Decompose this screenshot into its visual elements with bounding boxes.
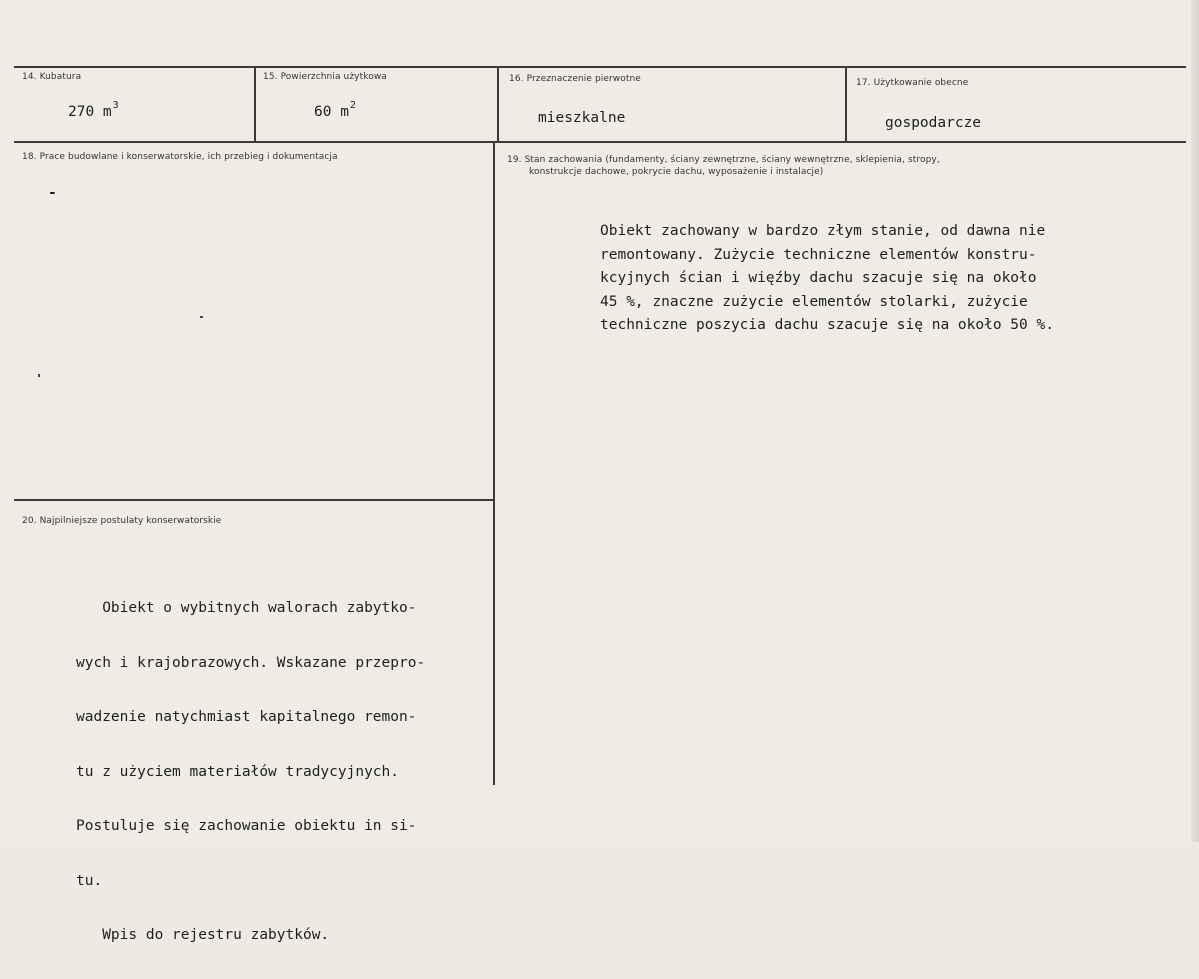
field-19-text bbox=[600, 220, 1054, 338]
field-20-text bbox=[76, 565, 425, 979]
field-20-line: Postuluje się zachowanie obiektu in si- bbox=[76, 818, 417, 834]
field-17-value: gospodarcze bbox=[885, 115, 982, 131]
field-19-line: kcyjnych ścian i więźby dachu szacuje się na około bbox=[600, 270, 1037, 286]
divider-15-16 bbox=[497, 67, 499, 142]
ink-speck bbox=[200, 316, 203, 318]
field-20-line: tu. bbox=[76, 872, 103, 889]
field-14-label: 14. Kubatura bbox=[22, 72, 82, 82]
field-14-number: 270 m bbox=[68, 104, 112, 120]
divider-16-17 bbox=[845, 67, 847, 142]
field-14-exponent: 3 bbox=[112, 100, 119, 111]
field-16-value: mieszkalne bbox=[538, 110, 626, 126]
field-19-label-line2: konstrukcje dachowe, pokrycie dachu, wyposażenie i instalacje) bbox=[529, 167, 824, 177]
field-15-value bbox=[314, 100, 356, 120]
field-15-label: 15. Powierzchnia użytkowa bbox=[263, 72, 387, 82]
field-20-line: Obiekt o wybitnych walorach zabytko- bbox=[76, 600, 417, 616]
field-20-line: wadzenie natychmiast kapitalnego remon- bbox=[76, 709, 417, 725]
field-18-label: 18. Prace budowlane i konserwatorskie, ich przebieg i dokumentacja bbox=[22, 152, 338, 162]
field-19-line: remontowany. Zużycie techniczne elementów konstru- bbox=[600, 246, 1037, 263]
divider-14-15 bbox=[254, 67, 256, 142]
field-20-line: Wpis do rejestru zabytków. bbox=[76, 927, 330, 943]
ink-speck bbox=[38, 374, 40, 377]
field-20-line: wych i krajobrazowych. Wskazane przepro- bbox=[76, 654, 426, 671]
row1-bottom-rule bbox=[14, 141, 1186, 143]
field-19-line: techniczne poszycia dachu szacuje się na około 50 %. bbox=[600, 317, 1054, 333]
main-vertical-divider bbox=[493, 142, 495, 785]
field-19-line: Obiekt zachowany w bardzo złym stanie, od dawna nie bbox=[600, 223, 1046, 239]
top-rule bbox=[14, 66, 1186, 68]
field-17-label: 17. Użytkowanie obecne bbox=[856, 78, 969, 88]
field-15-number: 60 m bbox=[314, 104, 349, 120]
field-15-exponent: 2 bbox=[349, 100, 356, 111]
field-16-label: 16. Przeznaczenie pierwotne bbox=[509, 74, 641, 84]
field-18-value: - bbox=[48, 185, 57, 201]
field-20-label: 20. Najpilniejsze postulaty konserwatorskie bbox=[22, 516, 222, 526]
card-edge bbox=[1191, 0, 1199, 842]
field-14-value bbox=[68, 100, 119, 120]
field-19-label-line1: 19. Stan zachowania (fundamenty, ściany zewnętrzne, ściany wewnętrzne, sklepienia, stropy, bbox=[507, 155, 940, 165]
field-20-line: tu z użyciem materiałów tradycyjnych. bbox=[76, 763, 400, 780]
field-19-line: 45 %, znaczne zużycie elementów stolarki, zużycie bbox=[600, 293, 1028, 310]
left-section-divider bbox=[14, 499, 494, 501]
